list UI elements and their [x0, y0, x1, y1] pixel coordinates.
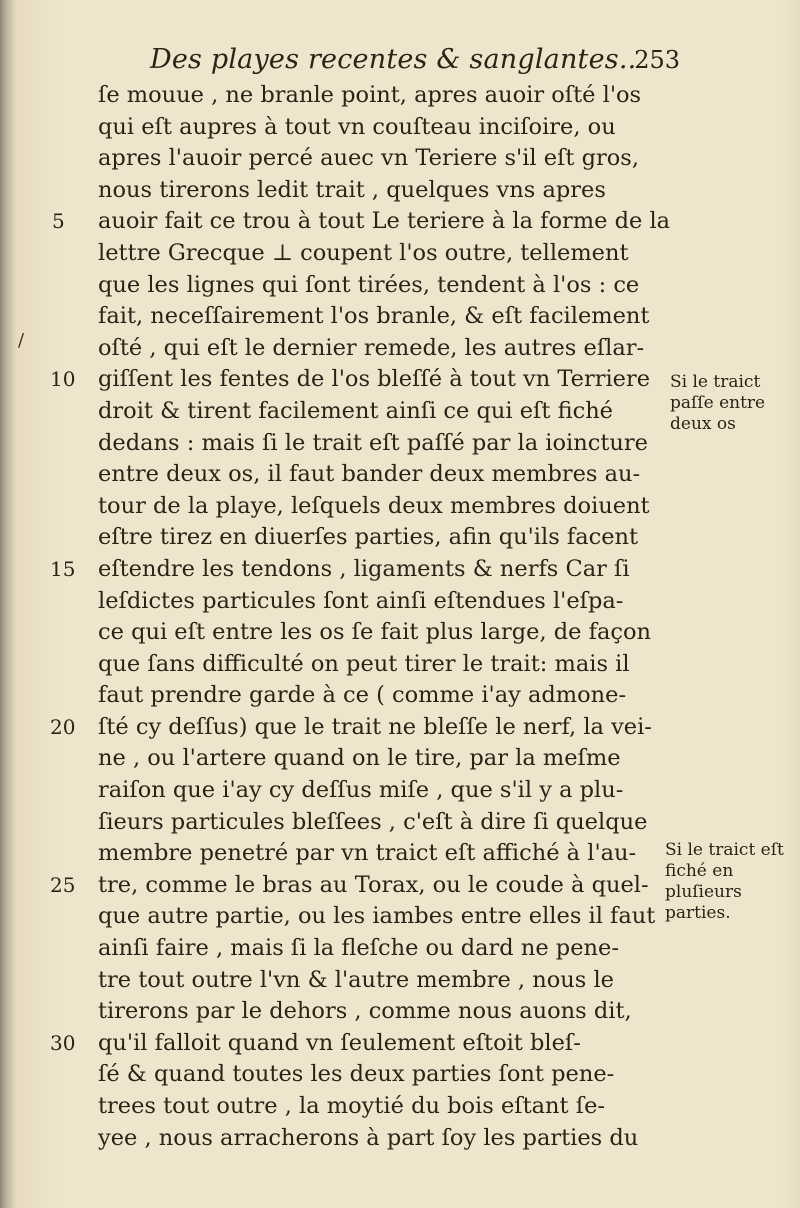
text-line: droit & tirent facilement ainſi ce qui eſt fiché: [98, 397, 613, 424]
page-number: 253: [634, 46, 680, 74]
text-line: ce qui eſt entre les os ſe fait plus large, de façon: [98, 619, 652, 646]
text-line: ſé & quand toutes les deux parties ſont pene-: [98, 1061, 615, 1088]
text-line: ſté cy deſſus) que le trait ne bleſſe le nerf, la vei-: [98, 713, 652, 740]
line-number: 5: [52, 209, 65, 234]
text-line: nous tirerons ledit trait , quelques vns apres: [98, 176, 606, 203]
text-line: fait, neceſſairement l'os branle, & eſt facilement: [98, 303, 650, 330]
text-line: yee , nous arracherons à part ſoy les parties du: [98, 1124, 639, 1151]
text-line: ſe mouue , ne branle point, apres auoir oſté l'os: [98, 82, 642, 108]
body-text: [98, 80, 678, 1154]
page-header: [150, 38, 690, 80]
text-line: tirerons par le dehors , comme nous auons dit,: [98, 998, 632, 1025]
margin-mark: /: [18, 330, 25, 351]
margin-note: Si le traict paſſe entre deux os: [670, 372, 766, 434]
text-line: eſtre tirez en diuerſes parties, afin qu'ils facent: [98, 524, 639, 551]
text-line: ne , ou l'artere quand on le tire, par la meſme: [98, 745, 621, 772]
text-line: oſté , qui eſt le dernier remede, les autres eſlar-: [98, 334, 645, 361]
text-line: que les lignes qui ſont tirées, tendent à l'os : ce: [98, 271, 640, 298]
text-line: trees tout outre , la moytié du bois eſtant ſe-: [98, 1093, 605, 1119]
text-line: eſtendre les tendons , ligaments & nerfs Car ſi: [98, 555, 630, 582]
text-line: membre penetré par vn traict eſt affiché à l'au-: [98, 840, 637, 867]
line-number: 15: [50, 557, 76, 581]
text-line: qui eſt aupres à tout vn couſteau inciſoire, ou: [98, 113, 616, 140]
running-title: Des playes recentes & sanglantes..: [150, 44, 637, 75]
text-line: giſſent les fentes de l'os bleſſé à tout vn Terriere: [98, 366, 651, 393]
text-line: que ſans difficulté on peut tirer le trait: mais il: [98, 650, 630, 677]
line-number: 20: [50, 715, 76, 739]
line-number: 10: [50, 367, 76, 392]
line-number: 30: [50, 1031, 76, 1055]
text-line: faut prendre garde à ce ( comme i'ay admone-: [98, 682, 627, 709]
text-line: auoir fait ce trou à tout Le teriere à la forme de la: [98, 208, 671, 235]
text-line: tre, comme le bras au Torax, ou le coude à quel-: [98, 871, 649, 898]
margin-note: Si le traict eſt fiché en pluſieurs parties.: [665, 840, 784, 923]
text-line: tre tout outre l'vn & l'autre membre , nous le: [98, 966, 614, 993]
text-line: lettre Grecque ⊥ coupent l'os outre, tellement: [98, 239, 629, 266]
line-number: 25: [50, 873, 76, 897]
text-line: tour de la playe, leſquels deux membres doiuent: [98, 492, 650, 519]
text-line: raiſon que i'ay cy deſſus miſe , que s'il y a plu-: [98, 777, 624, 804]
text-line: ainſi faire , mais ſi la fleſche ou dard ne pene-: [98, 935, 619, 962]
text-line: qu'il falloit quand vn ſeulement eſtoit bleſ-: [98, 1029, 581, 1056]
text-line: apres l'auoir percé auec vn Teriere s'il eſt gros,: [98, 145, 639, 172]
text-line: entre deux os, il faut bander deux membres au-: [98, 461, 641, 488]
text-line: ſieurs particules bleſſees , c'eſt à dire ſi quelque: [98, 808, 648, 835]
text-line: leſdictes particules ſont ainſi eſtendues l'eſpa-: [98, 587, 624, 614]
text-line: dedans : mais ſi le trait eſt paſſé par la ioincture: [98, 429, 648, 456]
text-line: que autre partie, ou les iambes entre elles il faut: [98, 903, 656, 930]
